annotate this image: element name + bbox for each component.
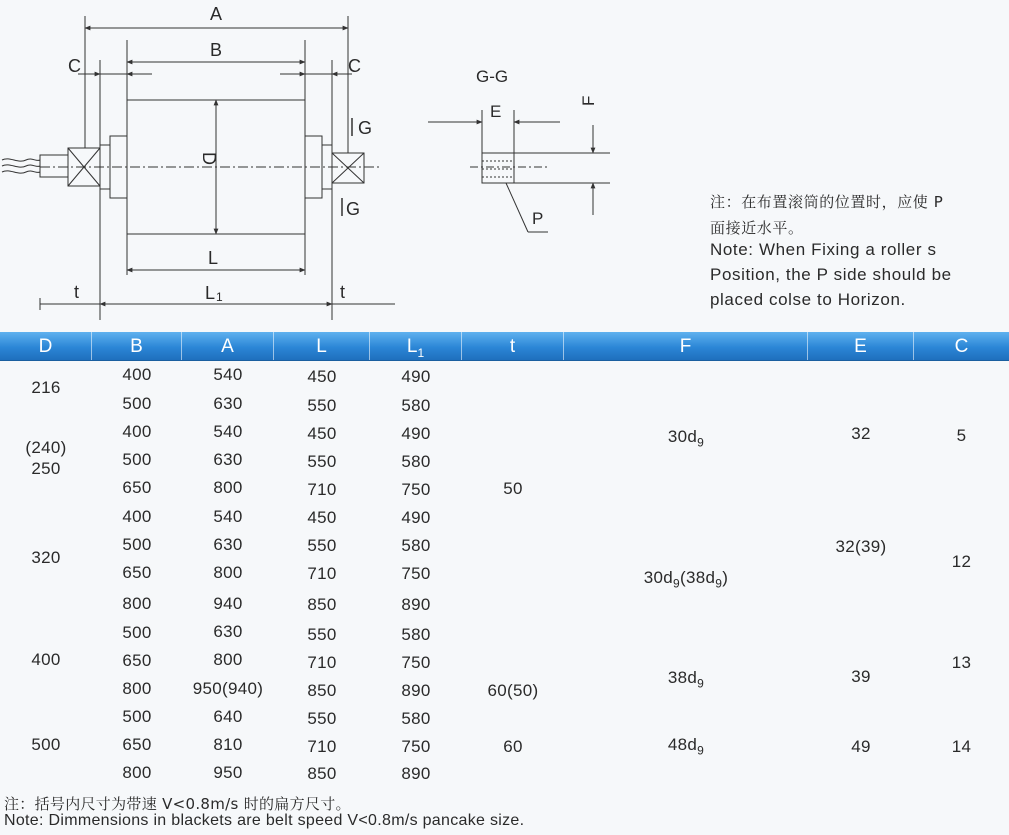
cell-D-400: 400 (31, 650, 61, 669)
header-L1: $L_1$ (370, 332, 462, 360)
table-row-6-L1: 490 (401, 508, 431, 527)
cell-C-5: 5 (956, 426, 967, 445)
table-row-15-L: 850 (307, 764, 337, 783)
table-row-3-L: 450 (307, 424, 337, 443)
side-P-label: P (532, 209, 544, 228)
dim-E-label: E (490, 102, 502, 121)
cell-F-48d9: $48d_9$ (667, 735, 705, 758)
table-row-8-B: 650 (122, 563, 152, 582)
section-view-title: G-G (476, 67, 509, 86)
table-row-8-L: 710 (307, 564, 337, 583)
header-E: E (808, 332, 914, 360)
cell-E-39: 39 (851, 667, 871, 686)
table-row-14-L: 710 (307, 737, 337, 756)
header-t: t (462, 332, 564, 360)
table-row-2-A: 630 (213, 394, 243, 413)
table-row-13-A: 640 (213, 707, 243, 726)
section-G-top-label: G (358, 118, 373, 138)
cell-D-240: (240) (25, 438, 67, 457)
table-row-5-A: 800 (213, 478, 243, 497)
cell-E-49: 49 (851, 737, 871, 756)
cell-D-320: 320 (31, 548, 61, 567)
header-C: C (954, 336, 969, 357)
header-A: A (182, 332, 274, 360)
table-row-6-A: 540 (213, 507, 243, 526)
table-row-12-L: 850 (307, 681, 337, 700)
table-row-14-L1: 750 (401, 737, 431, 756)
table-row-5-L: 710 (307, 480, 337, 499)
table-row-3-B: 400 (122, 422, 152, 441)
table-row-12-L1: 890 (401, 681, 431, 700)
footnote-en: Note: Dimmensions in blackets are belt speed V<0.8m/s pancake size. (4, 812, 525, 829)
note-cn-line1: 注：在布置滚筒的位置时，应使 P (710, 193, 944, 211)
table-row-1-L: 450 (307, 367, 337, 386)
table-row-11-L1: 750 (401, 653, 431, 672)
table-row-3-L1: 490 (401, 424, 431, 443)
table-row-10-B: 500 (122, 623, 152, 642)
table-row-5-B: 650 (122, 478, 152, 497)
table-row-8-A: 800 (213, 563, 243, 582)
note-en-line2: Position, the P side should be (710, 265, 952, 284)
table-row-11-A: 800 (213, 650, 243, 669)
table-row-4-B: 500 (122, 450, 152, 469)
dim-L-label: L (208, 248, 219, 268)
table-row-8-L1: 750 (401, 564, 431, 583)
cell-E-32-39: 32(39) (835, 537, 887, 556)
note-cn-line2: 面接近水平。 (710, 219, 804, 237)
dim-A-label: A (210, 4, 223, 24)
table-row-13-L: 550 (307, 709, 337, 728)
table-row-12-A: 950(940) (192, 679, 264, 698)
table-row-6-B: 400 (122, 507, 152, 526)
table-row-12-B: 800 (122, 679, 152, 698)
dim-C-right-label: C (348, 56, 361, 76)
table-row-1-A: 540 (213, 365, 243, 384)
table-row-5-L1: 750 (401, 480, 431, 499)
table-row-13-B: 500 (122, 707, 152, 726)
table-row-15-L1: 890 (401, 764, 431, 783)
table-row-10-L: 550 (307, 625, 337, 644)
table-row-11-B: 650 (122, 651, 152, 670)
table-header (0, 332, 1009, 361)
cell-C-14: 14 (951, 737, 972, 756)
table-row-4-L1: 580 (401, 452, 431, 471)
table-row-7-A: 630 (213, 535, 243, 554)
table-row-3-A: 540 (213, 422, 243, 441)
table-row-2-L1: 580 (401, 396, 431, 415)
cell-C-12: 12 (951, 552, 972, 571)
table-row-2-L: 550 (307, 396, 337, 415)
table-row-9-A: 940 (213, 594, 243, 613)
note-en-line1: Note: When Fixing a roller s (710, 240, 937, 259)
cell-t-60-50: 60(50) (487, 681, 539, 700)
table-row-9-B: 800 (122, 594, 152, 613)
dim-F-label: F (579, 95, 598, 106)
cell-F-30d9-38d9: $30d_9(38d_9)$ (643, 568, 729, 591)
cell-D-250: 250 (31, 459, 61, 478)
header-F: F (564, 332, 808, 360)
cell-F-30d9: $30d_9$ (667, 427, 705, 450)
footnote-cn: 注：括号内尺寸为带速 V<0.8m/s 时的扁方尺寸。 (4, 795, 351, 813)
header-D: D (0, 332, 92, 360)
table-row-15-B: 800 (122, 763, 152, 782)
table-row-4-L: 550 (307, 452, 337, 471)
section-G-bottom-label: G (346, 199, 361, 219)
dim-D-label: D (199, 152, 219, 165)
dim-t-right-label: t (340, 282, 346, 302)
table-row-14-B: 650 (122, 735, 152, 754)
table-row-11-L: 710 (307, 653, 337, 672)
table-row-2-B: 500 (122, 394, 152, 413)
table-row-4-A: 630 (213, 450, 243, 469)
cell-E-32: 32 (851, 424, 871, 443)
cell-t-50: 50 (503, 479, 523, 498)
dim-L1-label: L (205, 283, 216, 303)
table-row-1-L1: 490 (401, 367, 431, 386)
cell-t-60: 60 (503, 737, 523, 756)
table-row-7-L1: 580 (401, 536, 431, 555)
table-row-1-B: 400 (122, 365, 152, 384)
table-row-10-L1: 580 (401, 625, 431, 644)
dim-B-label: B (210, 40, 223, 60)
table-row-9-L1: 890 (401, 595, 431, 614)
dim-L1-subscript: 1 (216, 290, 223, 304)
table-row-9-L: 850 (307, 595, 337, 614)
dim-t-left-label: t (74, 282, 80, 302)
table-row-7-B: 500 (122, 535, 152, 554)
table-row-6-L: 450 (307, 508, 337, 527)
table-row-10-A: 630 (213, 622, 243, 641)
cell-D-216: 216 (31, 378, 61, 397)
note-en-line3: placed colse to Horizon. (710, 290, 906, 309)
table-row-14-A: 810 (213, 735, 243, 754)
dim-C-left-label: C (68, 56, 81, 76)
table-row-13-L1: 580 (401, 709, 431, 728)
header-B: B (92, 332, 182, 360)
header-L: L (274, 332, 370, 360)
cell-D-500: 500 (31, 735, 61, 754)
cell-C-13: 13 (951, 653, 972, 672)
table-row-15-A: 950 (213, 763, 243, 782)
table-row-7-L: 550 (307, 536, 337, 555)
cell-F-38d9: $38d_9$ (667, 668, 705, 691)
